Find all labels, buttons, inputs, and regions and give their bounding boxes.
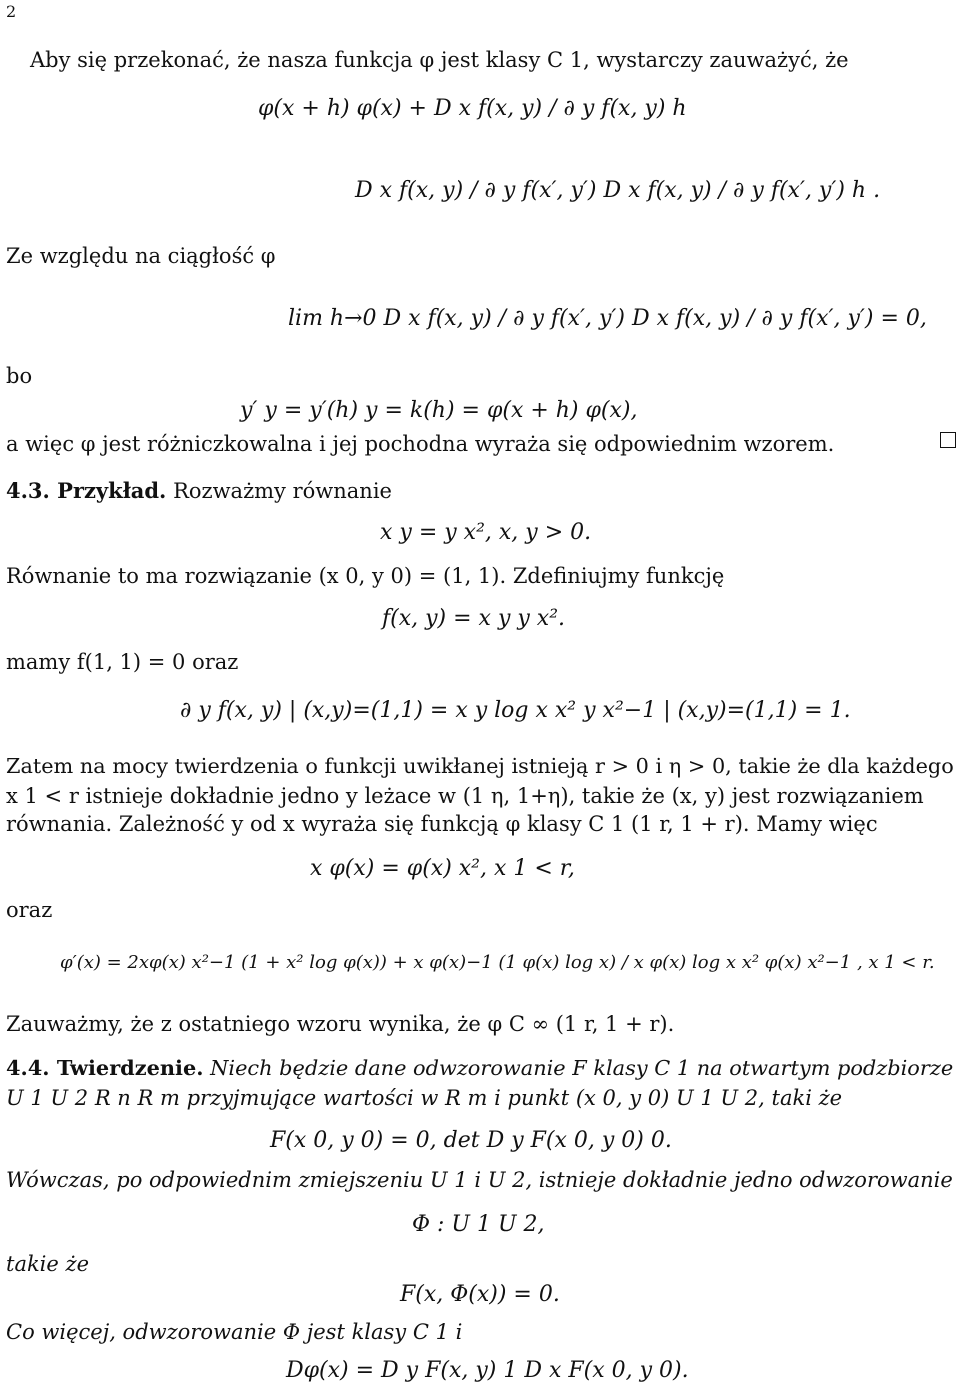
derivative-formula: φ′(x) = 2xφ(x) x²−1 (1 + x² log φ(x)) + x φ(x)−1 (1 φ(x) log x) / x φ(x) log x x² φ(x) x²−1 , x 1 < r. — [60, 952, 935, 973]
theorem-text-c: Wówczas, po odpowiednim zmiejszeniu U 1 i U 2, istnieje dokładnie jedno odwzorowanie — [6, 1168, 953, 1192]
equation-F-det: F(x 0, y 0) = 0, det D y F(x 0, y 0) 0. — [270, 1128, 672, 1153]
paragraph-implicit-2: x 1 < r istnieje dokładnie jedno y leżace w (1 η, 1+η), takie że (x, y) jest rozwiązaniem — [6, 784, 924, 808]
equation-Phi-map: Φ : U 1 U 2, — [412, 1212, 545, 1237]
example-label: 4.3. Przykład. — [6, 478, 167, 503]
theorem-text-d: takie że — [6, 1252, 89, 1276]
paragraph-mamy: mamy f(1, 1) = 0 oraz — [6, 650, 239, 674]
partial-derivative-equation: ∂ y f(x, y) | (x,y)=(1,1) = x y log x x² y x²−1 | (x,y)=(1,1) = 1. — [180, 698, 851, 723]
example-text: Rozważmy równanie — [173, 479, 392, 503]
theorem-text-b: U 1 U 2 R n R m przyjmujące wartości w R m i punkt (x 0, y 0) U 1 U 2, taki że — [6, 1086, 843, 1110]
example-heading — [6, 480, 392, 502]
qed-square — [940, 432, 956, 448]
equation-D-phi: Dφ(x) = D y F(x, y) 1 D x F(x 0, y 0). — [286, 1358, 689, 1383]
theorem-heading — [6, 1055, 954, 1080]
theorem-text-e: Co więcej, odwzorowanie Φ jest klasy C 1 i — [6, 1320, 463, 1344]
paragraph-differentiable: a więc φ jest różniczkowalna i jej pochodna wyraża się odpowiednim wzorem. — [6, 432, 835, 456]
paragraph-bo: bo — [6, 364, 33, 388]
theorem-text-a: Niech będzie dane odwzorowanie F klasy C 1 na otwartym podzbiorze — [210, 1056, 954, 1080]
equation-phi: x φ(x) = φ(x) x², x 1 < r, — [310, 856, 575, 881]
paragraph-oraz: oraz — [6, 898, 53, 922]
paragraph-implicit-1: Zatem na mocy twierdzenia o funkcji uwikłanej istnieją r > 0 i η > 0, takie że dla każdego — [6, 754, 954, 778]
inequality-line-2: D x f(x, y) / ∂ y f(x′, y′) D x f(x, y) / ∂ y f(x′, y′) h . — [355, 178, 881, 203]
page-number: 2 — [6, 2, 17, 21]
equation-xy: x y = y x², x, y > 0. — [380, 520, 592, 545]
limit-equation: lim h→0 D x f(x, y) / ∂ y f(x′, y′) D x f(x, y) / ∂ y f(x′, y′) = 0, — [288, 306, 927, 331]
equation-k-h: y′ y = y′(h) y = k(h) = φ(x + h) φ(x), — [240, 398, 638, 423]
paragraph-continuity: Ze względu na ciągłość φ — [6, 244, 276, 268]
paragraph-implicit-3: równania. Zależność y od x wyraża się funkcją φ klasy C 1 (1 r, 1 + r). Mamy więc — [6, 812, 878, 836]
theorem-label: 4.4. Twierdzenie. — [6, 1055, 204, 1080]
function-definition: f(x, y) = x y y x². — [382, 606, 566, 631]
inequality-line-1: φ(x + h) φ(x) + D x f(x, y) / ∂ y f(x, y) h — [258, 96, 687, 121]
paragraph-intro: Aby się przekonać, że nasza funkcja φ jest klasy C 1, wystarczy zauważyć, że — [30, 48, 849, 72]
paragraph-remark: Zauważmy, że z ostatniego wzoru wynika, że φ C ∞ (1 r, 1 + r). — [6, 1012, 675, 1036]
equation-F-Phi: F(x, Φ(x)) = 0. — [400, 1282, 560, 1307]
paragraph-solution: Równanie to ma rozwiązanie (x 0, y 0) = (1, 1). Zdefiniujmy funkcję — [6, 564, 725, 588]
